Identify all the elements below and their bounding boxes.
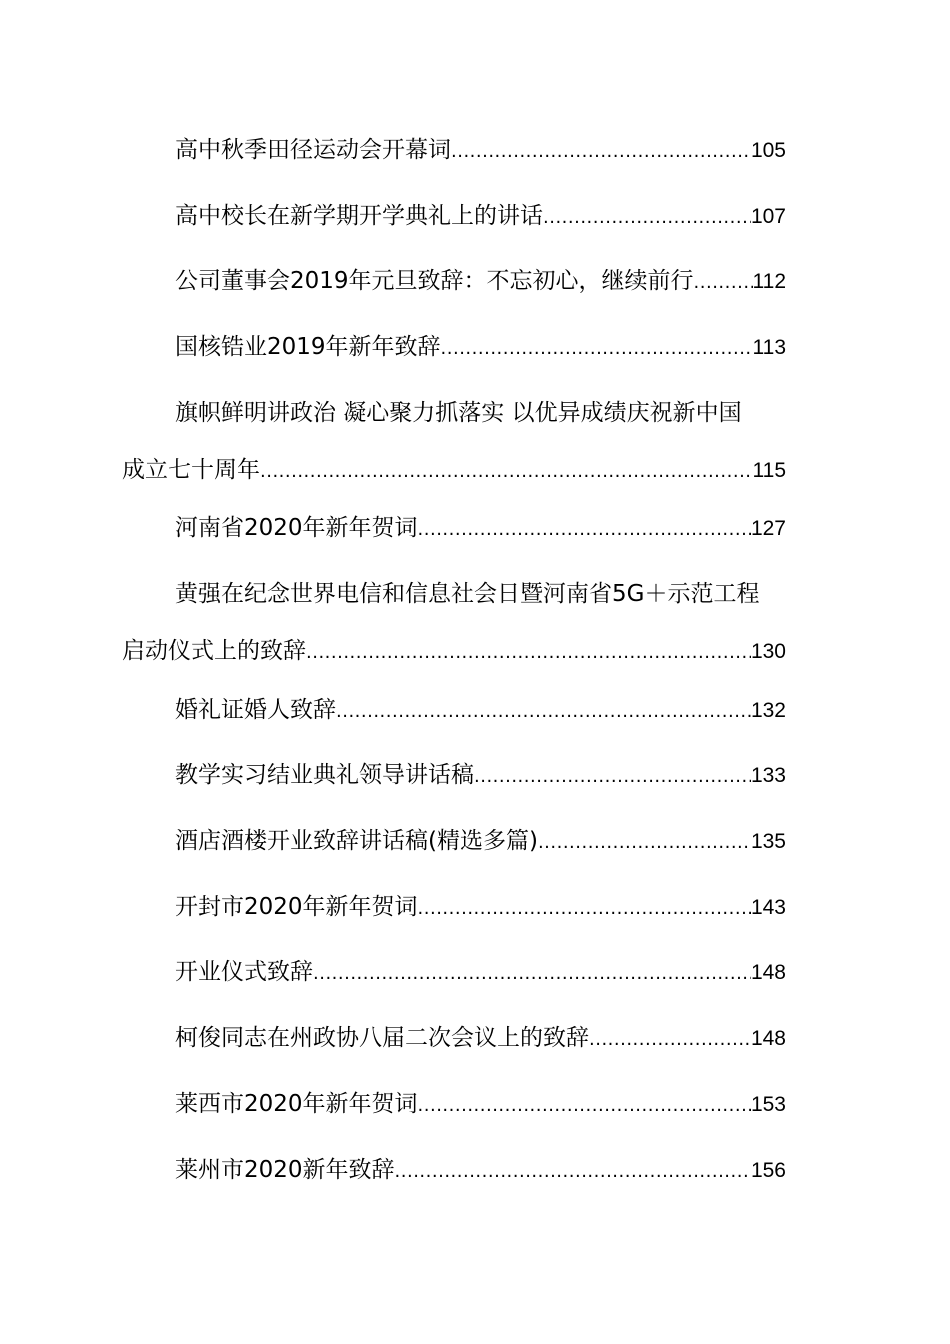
toc-page-number: 113 (752, 336, 786, 359)
toc-entry-title: 启动仪式上的致辞 (122, 638, 306, 664)
toc-leader-dots (313, 958, 751, 990)
toc-entry[interactable] (122, 200, 786, 232)
toc-page-number: 132 (750, 699, 786, 722)
toc-leader-dots (418, 514, 751, 546)
toc-entry[interactable] (122, 331, 786, 363)
toc-leader-dots (451, 136, 751, 168)
toc-entry-title: 成立七十周年 (122, 457, 260, 483)
toc-entry-title: 国核锆业2019年新年致辞 (175, 334, 441, 360)
toc-page-number: 105 (750, 139, 786, 162)
toc-entry-title-line1: 黄强在纪念世界电信和信息社会日暨河南省5G＋示范工程 (175, 581, 760, 607)
toc-leader-dots (336, 696, 751, 728)
toc-entry-title: 高中秋季田径运动会开幕词 (175, 137, 451, 163)
toc-entry-title: 公司董事会2019年元旦致辞：不忘初心，继续前行 (175, 268, 694, 294)
toc-page-number: 156 (750, 1159, 786, 1182)
toc-leader-dots (474, 761, 751, 793)
toc-page-number: 107 (750, 205, 786, 228)
toc-entry[interactable] (122, 397, 786, 486)
toc-page-number: 127 (750, 517, 786, 540)
toc-entry-title: 开封市2020年新年贺词 (175, 894, 418, 920)
toc-entry-title: 酒店酒楼开业致辞讲话稿(精选多篇) (175, 828, 538, 854)
toc-entry[interactable] (122, 578, 786, 667)
toc-page-number: 143 (750, 896, 786, 919)
toc-entry[interactable] (122, 265, 786, 297)
toc-page-number: 148 (750, 961, 786, 984)
toc-entry-title: 教学实习结业典礼领导讲话稿 (175, 762, 474, 788)
toc-leader-dots (395, 1156, 751, 1188)
toc-entry[interactable] (122, 134, 786, 166)
toc-entry-title: 莱州市2020新年致辞 (175, 1157, 395, 1183)
toc-entry[interactable] (122, 891, 786, 923)
toc-entry-title: 莱西市2020年新年贺词 (175, 1091, 418, 1117)
toc-page-number: 130 (750, 640, 786, 663)
toc-leader-dots (543, 202, 751, 234)
toc-leader-dots (441, 333, 753, 365)
toc-entry[interactable] (122, 759, 786, 791)
toc-entry-title: 柯俊同志在州政协八届二次会议上的致辞 (175, 1025, 589, 1051)
toc-page-number: 133 (750, 764, 786, 787)
toc-entry[interactable] (122, 1022, 786, 1054)
toc-page-number: 135 (750, 830, 786, 853)
toc-page-number: 148 (750, 1027, 786, 1050)
toc-entry[interactable] (122, 956, 786, 988)
toc-entry-title: 开业仪式致辞 (175, 959, 313, 985)
toc-entry-title: 河南省2020年新年贺词 (175, 515, 418, 541)
toc-entry-title: 婚礼证婚人致辞 (175, 697, 336, 723)
toc-entry[interactable] (122, 825, 786, 857)
toc-page-number: 115 (752, 459, 786, 482)
toc-leader-dots (418, 893, 751, 925)
toc-leader-dots (260, 456, 753, 488)
toc-entry-title: 高中校长在新学期开学典礼上的讲话 (175, 203, 543, 229)
toc-entry-title-line1: 旗帜鲜明讲政治 凝心聚力抓落实 以优异成绩庆祝新中国 (175, 400, 742, 426)
toc-entry[interactable] (122, 1154, 786, 1186)
toc-page-number: 153 (750, 1093, 786, 1116)
toc-entry[interactable] (122, 694, 786, 726)
toc-leader-dots (694, 267, 753, 299)
toc-leader-dots (306, 637, 751, 669)
toc-entry[interactable] (122, 1088, 786, 1120)
toc-leader-dots (589, 1024, 751, 1056)
toc-leader-dots (418, 1090, 751, 1122)
toc-page-number: 112 (752, 270, 786, 293)
toc-entry[interactable] (122, 512, 786, 544)
toc-leader-dots (538, 827, 751, 859)
